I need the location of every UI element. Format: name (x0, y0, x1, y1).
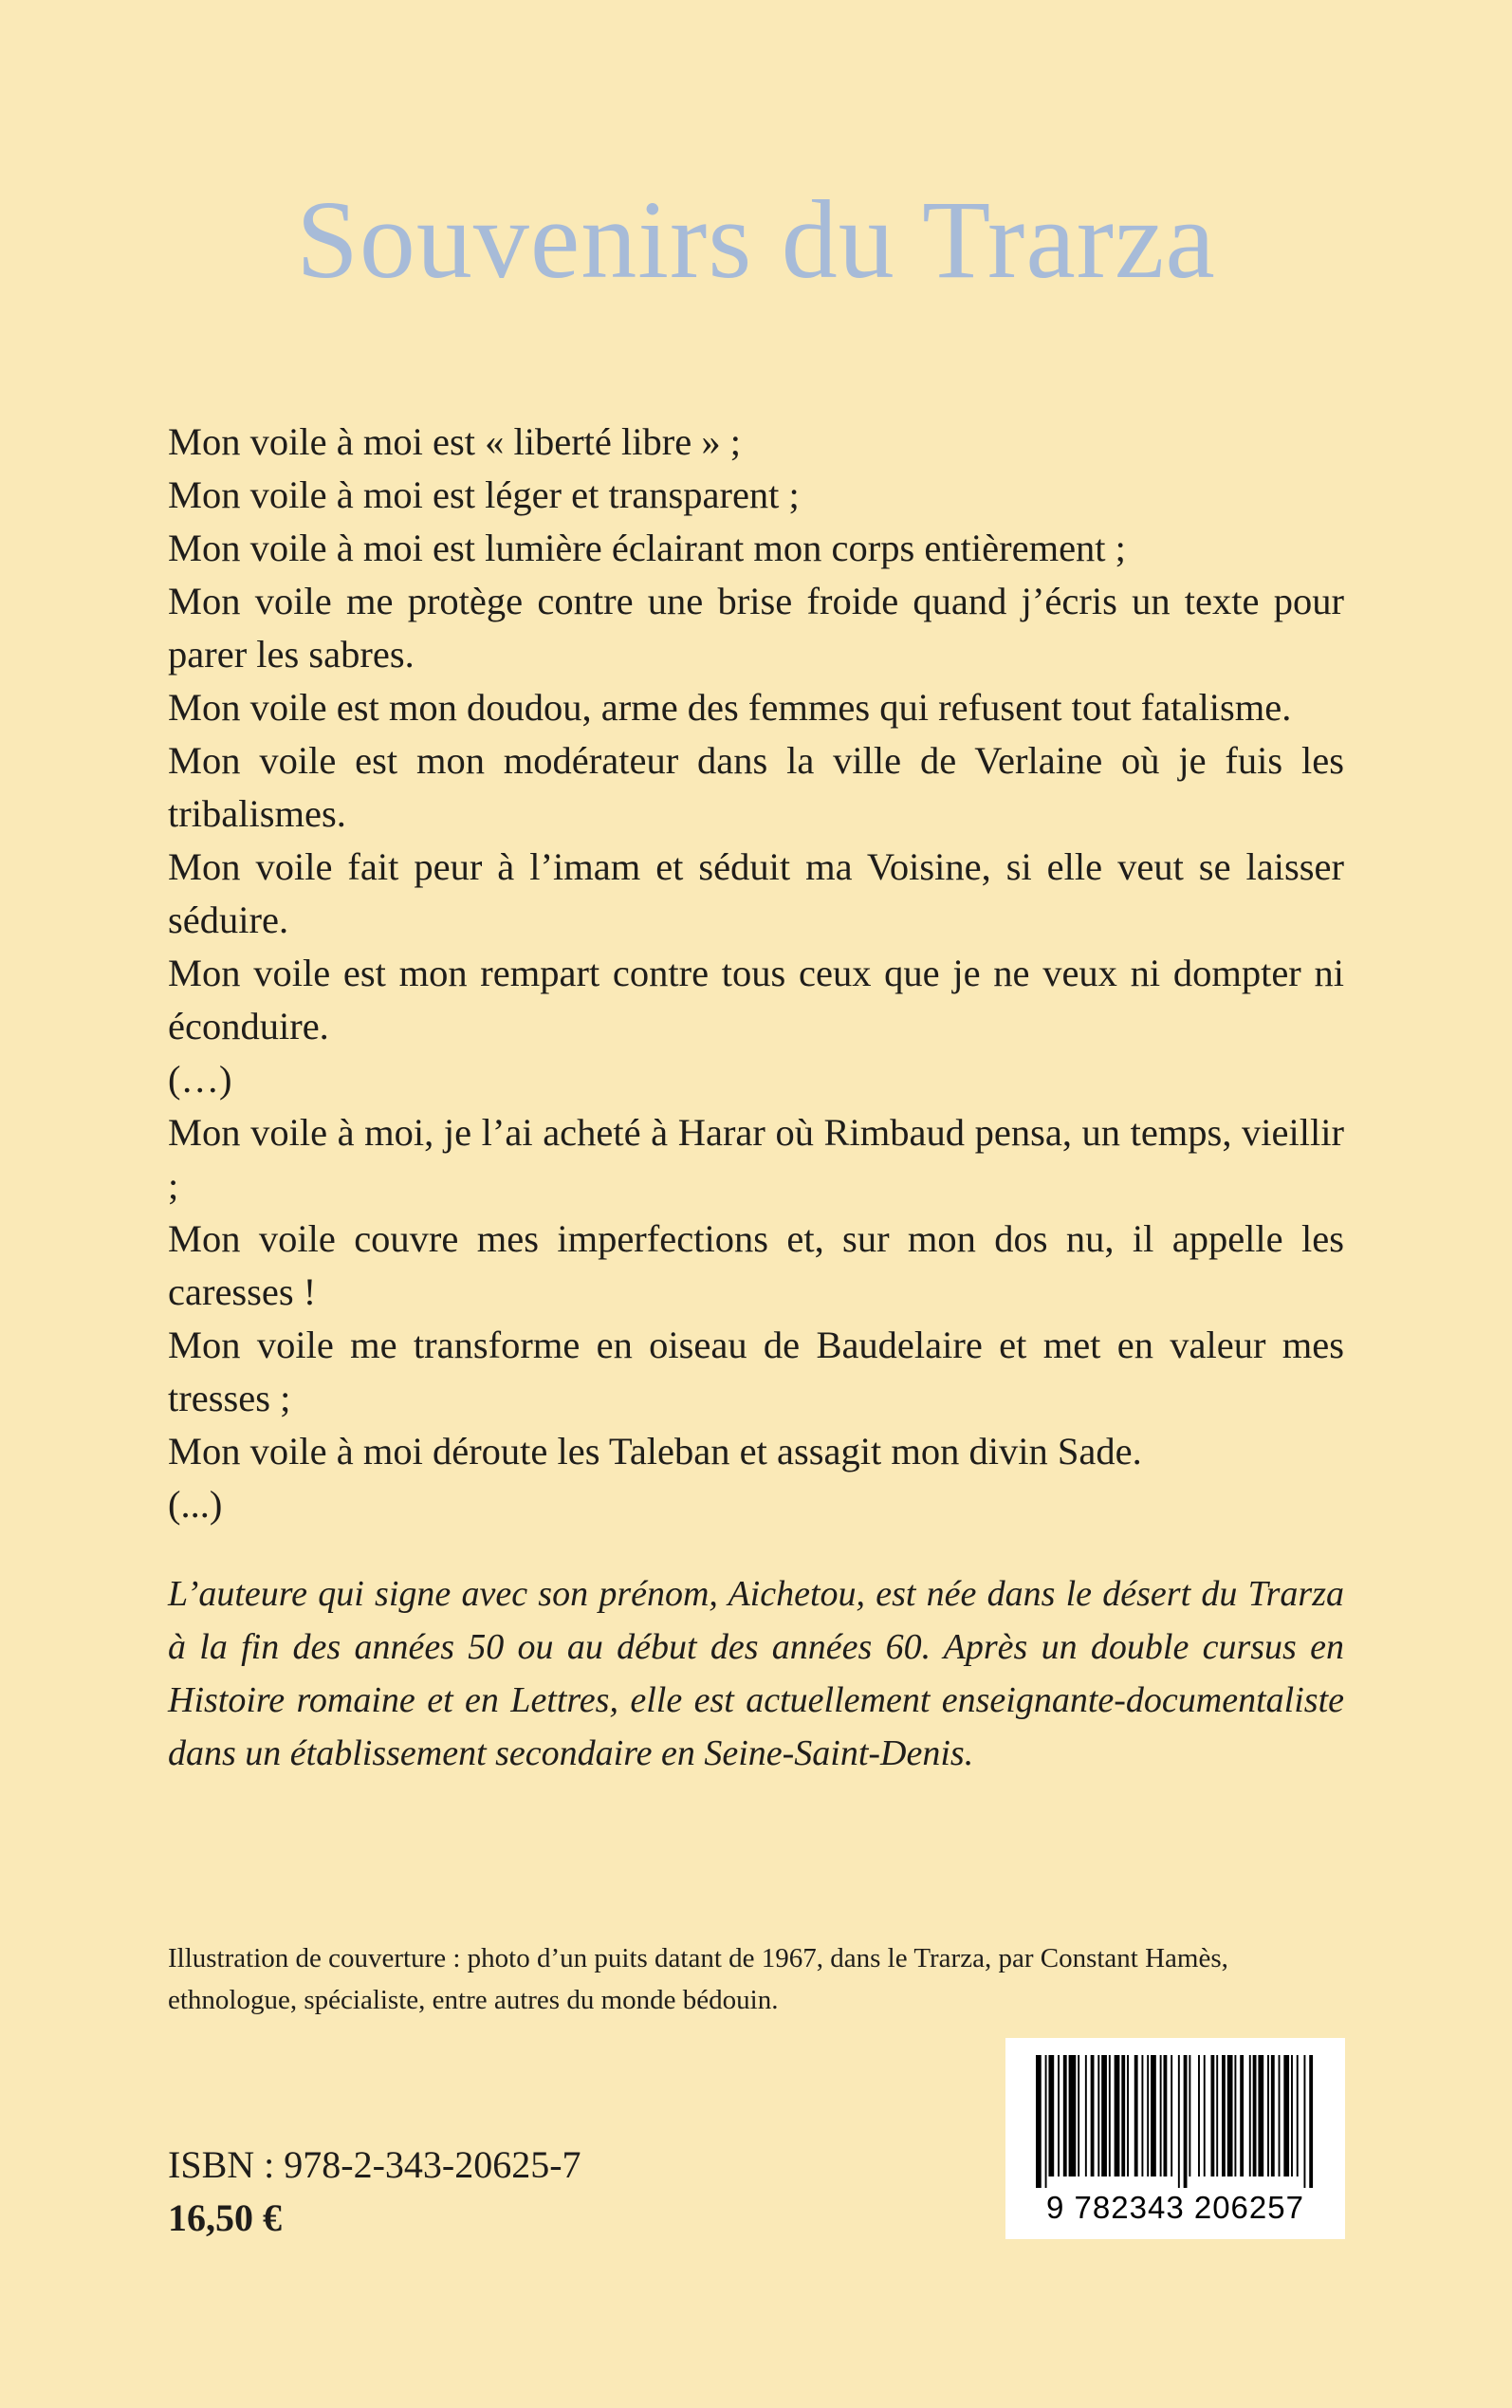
poem-line: Mon voile à moi déroute les Taleban et assagit mon divin Sade. (168, 1430, 1142, 1473)
poem-excerpt (168, 416, 1344, 1531)
barcode-bar (1091, 2055, 1095, 2176)
author-bio: L’auteure qui signe avec son prénom, Aichetou, est née dans le désert du Trarza à la fin des années 50 ou au début des années 60. Après un double cursus en Histoire romaine et en Lettres, elle est actuellement enseignante-documentaliste dans un établissement secondaire en Seine-Saint-Denis. (168, 1574, 1344, 1773)
barcode-bar (1085, 2055, 1087, 2176)
barcode-bar (1164, 2055, 1168, 2176)
barcode-bar (1227, 2055, 1233, 2176)
barcode-bar (1058, 2055, 1060, 2176)
barcode-bar (1101, 2055, 1107, 2176)
poem-line: Mon voile me transforme en oiseau de Baudelaire et met en valeur mes tresses ; (168, 1324, 1344, 1419)
poem-line: Mon voile est mon rempart contre tous ceux que je ne veux ni dompter ni éconduire. (168, 952, 1344, 1047)
barcode-bar (1253, 2055, 1257, 2176)
barcode-bar (1151, 2055, 1156, 2176)
poem-line: Mon voile fait peur à l’imam et séduit ma Voisine, si elle veut se laisser séduire. (168, 845, 1344, 941)
price: 16,50 € (168, 2196, 282, 2239)
barcode-bar (1141, 2055, 1143, 2176)
poem-line: Mon voile à moi est léger et transparent ; (168, 473, 800, 516)
barcode-bar (1069, 2055, 1077, 2176)
barcode-bar (1189, 2055, 1190, 2176)
barcode-bar (1309, 2055, 1313, 2188)
poem-ellipsis: (...) (168, 1483, 223, 1526)
barcode-bar (1283, 2055, 1289, 2176)
poem-line: Mon voile à moi est lumière éclairant mon corps entièrement ; (168, 527, 1126, 569)
barcode-bar (1109, 2055, 1111, 2176)
barcode-bar (1258, 2055, 1263, 2176)
poem-line: Mon voile est mon modérateur dans la ville de Verlaine où je fuis les tribalismes. (168, 739, 1344, 835)
barcode-bar (1048, 2055, 1054, 2176)
isbn: ISBN : 978-2-343-20625-7 (168, 2143, 581, 2186)
barcode-bar (1204, 2055, 1206, 2176)
poem-line: Mon voile est mon doudou, arme des femmes qui refusent tout fatalisme. (168, 686, 1292, 729)
barcode-bar (1240, 2055, 1244, 2176)
barcode-bar (1271, 2055, 1275, 2176)
barcode-bar (1234, 2055, 1236, 2176)
barcode-bar (1198, 2055, 1200, 2176)
barcode-bar (1036, 2055, 1042, 2188)
barcode-bar (1279, 2055, 1281, 2176)
barcode-bar (1121, 2055, 1125, 2176)
poem-ellipsis: (…) (168, 1058, 232, 1101)
poem-line: Mon voile couvre mes imperfections et, sur mon dos nu, il appelle les caresses ! (168, 1217, 1344, 1313)
barcode-bar (1134, 2055, 1138, 2176)
barcode-bar (1297, 2055, 1299, 2176)
barcode-bar (1063, 2055, 1067, 2176)
poem-line: Mon voile à moi est « liberté libre » ; (168, 420, 741, 463)
book-title: Souvenirs du Trarza (296, 177, 1216, 302)
barcode-bars-icon (1036, 2055, 1315, 2188)
barcode-bar (1216, 2055, 1218, 2176)
poem-line: Mon voile à moi, je l’ai acheté à Harar où Rimbaud pensa, un temps, vieillir ; (168, 1111, 1344, 1207)
barcode-bar (1115, 2055, 1120, 2176)
barcode-bar (1160, 2055, 1162, 2176)
cover-illustration-credit: Illustration de couverture : photo d’un puits datant de 1967, dans le Trarza, par Constant Hamès, ethnologue, spécialiste, entre autres du monde bédouin. (168, 1943, 1228, 2015)
barcode-bar (1147, 2055, 1149, 2176)
barcode-bar (1249, 2055, 1251, 2176)
barcode-bar (1303, 2055, 1305, 2188)
barcode-bar (1178, 2055, 1180, 2188)
barcode-bar (1267, 2055, 1269, 2176)
barcode-bar (1210, 2055, 1214, 2176)
barcode-bar (1127, 2055, 1129, 2176)
barcode-digits: 9 782343 206257 (1046, 2190, 1304, 2225)
barcode-bar (1078, 2055, 1079, 2176)
barcode-bar (1171, 2055, 1172, 2176)
barcode-bar (1184, 2055, 1188, 2188)
barcode-bar (1097, 2055, 1099, 2176)
poem-line: Mon voile me protège contre une brise froide quand j’écris un texte pour parer les sabres. (168, 580, 1344, 676)
barcode-bar (1291, 2055, 1293, 2176)
barcode (1005, 2038, 1345, 2239)
barcode-bar (1222, 2055, 1226, 2176)
barcode-bar (1045, 2055, 1047, 2188)
